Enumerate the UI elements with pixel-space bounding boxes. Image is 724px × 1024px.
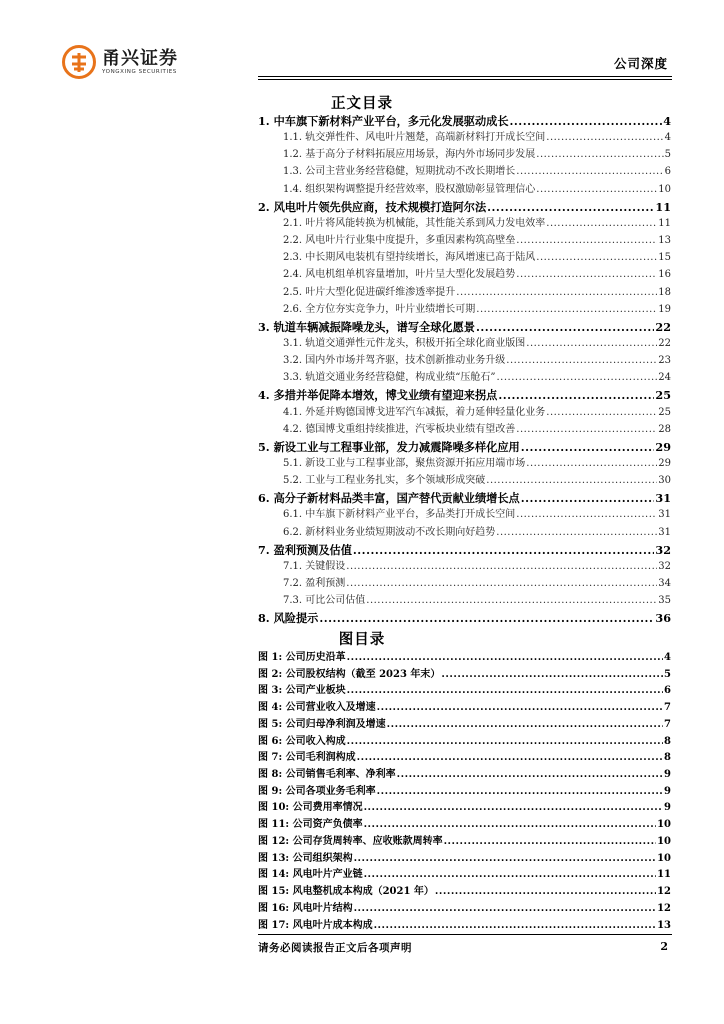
toc-leader-dots (510, 113, 663, 129)
figure-list-entry[interactable] (258, 767, 671, 783)
toc-entry-page: 29 (655, 439, 671, 454)
toc-entry-page: 16 (658, 269, 671, 281)
figure-entry-page: 10 (657, 852, 671, 864)
toc-leader-dots (516, 422, 657, 438)
toc-section-entry[interactable] (258, 610, 671, 626)
toc-entry-label: 2.2. 风电叶片行业集中度提升，多重因素构筑高壁垒 (283, 235, 516, 247)
toc-entry-page: 35 (658, 595, 671, 607)
toc-entry-page: 24 (658, 372, 671, 384)
toc-subsection-entry[interactable] (283, 267, 671, 283)
toc-entry-label: 5.1. 新设工业与工程事业部，聚焦资源开拓应用端市场 (283, 458, 526, 469)
toc-subsection-entry[interactable] (283, 405, 671, 421)
figure-entry-page: 10 (657, 835, 671, 847)
toc-entry-page: 22 (658, 337, 671, 349)
toc-entry-page: 28 (658, 423, 671, 435)
toc-entry-page: 5 (664, 149, 671, 161)
toc-entry-label: 2.4. 风电机组单机容量增加，叶片呈大型化发展趋势 (283, 269, 516, 281)
figure-entry-label: 图 17: 风电叶片成本构成 (258, 919, 373, 931)
toc-leader-dots (526, 456, 657, 472)
toc-leader-dots (516, 164, 663, 180)
toc-entry-page: 11 (658, 217, 671, 229)
toc-entry-page: 31 (658, 526, 671, 538)
toc-leader-dots (346, 559, 657, 575)
toc-section-entry[interactable] (258, 439, 671, 455)
figure-list-entry[interactable] (258, 700, 671, 716)
toc-subsection-entry[interactable] (283, 353, 671, 369)
brand-logo (62, 45, 178, 79)
figure-entry-label: 图 6: 公司收入构成 (258, 735, 346, 747)
toc-leader-dots (487, 199, 654, 215)
toc-section-entry[interactable] (258, 113, 671, 129)
toc-subsection-entry[interactable] (283, 336, 671, 352)
toc-leader-dots (366, 593, 657, 609)
toc-entry-label: 2.6. 全方位夯实竞争力，叶片业绩增长可期 (283, 303, 476, 315)
toc-leader-dots (476, 302, 657, 318)
toc-entry-label: 7. 盈利预测及估值 (258, 542, 352, 557)
figure-leader-dots (444, 834, 657, 850)
toc-entry-label: 1. 中车旗下新材料产业平台，多元化发展驱动成长 (258, 114, 509, 128)
toc-section-entry[interactable] (258, 319, 671, 335)
toc-entry-page: 19 (658, 303, 671, 315)
toc-entry-page: 30 (658, 475, 671, 487)
toc-leader-dots (521, 439, 655, 455)
toc-leader-dots (516, 233, 657, 249)
toc-section-entry[interactable] (258, 199, 671, 215)
figure-leader-dots (347, 734, 663, 750)
figure-entry-label: 图 10: 公司费用率情况 (258, 802, 363, 814)
figure-entry-page: 9 (664, 802, 671, 814)
figure-list-entry[interactable] (258, 901, 671, 917)
figure-entry-page: 9 (664, 769, 671, 781)
toc-entry-label: 4.1. 外延并购德国博戈进军汽车减振，着力延伸轻量化业务 (283, 406, 546, 418)
report-type: 公司深度 (613, 56, 668, 71)
toc-entry-page: 15 (658, 252, 671, 264)
figure-leader-dots (357, 750, 663, 766)
footer-divider (258, 934, 672, 935)
toc-leader-dots (536, 147, 663, 163)
brand-logo-icon (62, 45, 96, 79)
toc-entry-page: 36 (655, 611, 671, 626)
figure-entry-label: 图 12: 公司存货周转率、应收账款周转率 (258, 835, 443, 847)
toc-entry-label: 5. 新设工业与工程事业部，发力减震降噪多样化应用 (258, 439, 520, 454)
toc-entry-page: 34 (658, 578, 671, 590)
figure-entry-label: 图 13: 公司组织架构 (258, 852, 353, 864)
figure-leader-dots (387, 717, 663, 733)
toc-subsection-entry[interactable] (283, 216, 671, 232)
figure-entry-page: 12 (657, 902, 671, 914)
figure-leader-dots (377, 700, 663, 716)
figure-entry-page: 12 (657, 886, 671, 898)
toc-subsection-entry[interactable] (283, 456, 671, 472)
toc-entry-label: 6.1. 中车旗下新材料产业平台，多品类打开成长空间 (283, 509, 516, 521)
toc-entry-label: 3.3. 轨道交通业务经营稳健，构成业绩“压舱石” (283, 372, 496, 384)
toc-entry-label: 7.3. 可比公司估值 (283, 595, 366, 607)
figure-list-entry[interactable] (258, 717, 671, 733)
toc-leader-dots (506, 353, 657, 369)
figure-leader-dots (397, 767, 663, 783)
figure-leader-dots (347, 683, 663, 699)
toc-leader-dots (486, 473, 657, 489)
figure-list-entry[interactable] (258, 667, 671, 683)
toc-entry-label: 6. 高分子新材料品类丰富，国产替代贡献业绩增长点 (258, 491, 520, 506)
toc-entry-page: 10 (658, 183, 671, 195)
figure-entry-label: 图 16: 风电叶片结构 (258, 902, 353, 914)
toc-subsection-entry[interactable] (283, 559, 671, 575)
figure-list-entry[interactable] (258, 817, 671, 833)
toc-subsection-entry[interactable] (283, 182, 671, 198)
figure-entry-label: 图 3: 公司产业板块 (258, 685, 346, 697)
figure-leader-dots (441, 667, 663, 683)
header-divider-thin (258, 79, 672, 80)
toc-leader-dots (546, 405, 657, 421)
toc-leader-dots (536, 182, 657, 198)
toc-entry-label: 4. 多措并举促降本增效，博戈业绩有望迎来拐点 (258, 388, 498, 403)
figure-entry-label: 图 8: 公司销售毛利率、净利率 (258, 769, 396, 781)
toc-entry-label: 2.5. 叶片大型化促进碳纤维渗透率提升 (283, 286, 456, 298)
toc-entry-page: 31 (658, 509, 671, 521)
toc-subsection-entry[interactable] (283, 507, 671, 523)
figure-list-entry[interactable] (258, 650, 671, 666)
toc-entry-page: 25 (658, 406, 671, 418)
figure-list-entry[interactable] (258, 683, 671, 699)
brand-name-cn: 甬兴证券 (102, 47, 178, 69)
toc-subsection-entry[interactable] (283, 130, 671, 146)
figure-entry-label: 图 4: 公司营业收入及增速 (258, 702, 376, 714)
toc-section-entry[interactable] (258, 387, 671, 403)
footer-disclaimer: 请务必阅读报告正文后各项声明 (258, 942, 412, 954)
toc-entry-page: 4 (663, 114, 671, 128)
toc-entry-label: 7.2. 盈利预测 (283, 578, 346, 590)
toc-entry-label: 2. 风电叶片领先供应商，技术规模打造阿尔法 (258, 199, 487, 214)
toc-entry-label: 2.1. 叶片将风能转换为机械能，其性能关系到风力发电效率 (283, 217, 546, 229)
toc-leader-dots (497, 370, 658, 386)
toc-entry-page: 4 (664, 132, 671, 144)
toc-entry-page: 32 (655, 542, 671, 557)
toc-leader-dots (516, 507, 657, 523)
toc-subsection-entry[interactable] (283, 473, 671, 489)
figure-list-entry[interactable] (258, 851, 671, 867)
figure-entry-page: 9 (664, 785, 671, 797)
toc-entry-label: 4.2. 德国博戈重组持续推进，汽零板块业绩有望改善 (283, 423, 516, 435)
toc-entry-label: 8. 风险提示 (258, 611, 319, 626)
toc-leader-dots (516, 267, 657, 283)
figure-entry-page: 11 (657, 869, 671, 881)
toc-entry-page: 29 (658, 458, 671, 469)
toc-subsection-entry[interactable] (283, 164, 671, 180)
toc-section-entry[interactable] (258, 490, 671, 506)
figure-leader-dots (354, 901, 657, 917)
toc-subsection-entry[interactable] (283, 576, 671, 592)
figure-entry-label: 图 5: 公司归母净利润及增速 (258, 718, 386, 730)
toc-entry-page: 23 (658, 355, 671, 367)
figure-entry-label: 图 14: 风电叶片产业链 (258, 869, 363, 881)
figure-leader-dots (354, 851, 657, 867)
figure-list-entry[interactable] (258, 867, 671, 883)
toc-entry-label: 7.1. 关键假设 (283, 560, 346, 572)
toc-entry-page: 25 (655, 388, 671, 403)
figure-entry-page: 13 (657, 919, 671, 931)
toc-entry-label: 1.4. 组织架构调整提升经营效率，股权激励彰显管理信心 (283, 183, 536, 195)
figure-list-title: 图目录 (338, 631, 386, 648)
figure-leader-dots (364, 817, 657, 833)
page-number: 2 (660, 940, 668, 953)
figure-entry-page: 8 (664, 735, 671, 747)
brand-name-en: YONGXING SECURITIES (102, 68, 177, 75)
figure-leader-dots (364, 867, 657, 883)
header-divider (258, 76, 672, 77)
toc-subsection-entry[interactable] (283, 250, 671, 266)
figure-entry-page: 10 (657, 819, 671, 831)
toc-entry-page: 11 (655, 199, 671, 214)
toc-subsection-entry[interactable] (283, 147, 671, 163)
toc-entry-page: 6 (664, 166, 671, 178)
figure-entry-page: 8 (664, 752, 671, 764)
figure-list-entry[interactable] (258, 734, 671, 750)
figure-leader-dots (377, 784, 663, 800)
figure-entry-page: 7 (664, 718, 671, 730)
figure-leader-dots (347, 650, 663, 666)
toc-entry-page: 32 (658, 560, 671, 572)
toc-entry-label: 1.1. 轨交弹性件、风电叶片翘楚，高端新材料打开成长空间 (283, 132, 546, 144)
toc-entry-label: 3.1. 轨道交通弹性元件龙头，积极开拓全球化商业版图 (283, 337, 526, 349)
toc-subsection-entry[interactable] (283, 525, 671, 541)
toc-subsection-entry[interactable] (283, 285, 671, 301)
figure-leader-dots (435, 884, 656, 900)
toc-entry-label: 1.2. 基于高分子材料拓展应用场景，海内外市场同步发展 (283, 149, 536, 161)
toc-leader-dots (353, 542, 655, 558)
figure-entry-label: 图 15: 风电整机成本构成（2021 年） (258, 886, 434, 898)
figure-entry-page: 5 (664, 668, 671, 680)
figure-list-entry[interactable] (258, 750, 671, 766)
toc-leader-dots (526, 336, 657, 352)
toc-entry-label: 3.2. 国内外市场并驾齐驱，技术创新推动业务升级 (283, 355, 506, 367)
figure-entry-label: 图 1: 公司历史沿革 (258, 652, 346, 663)
toc-leader-dots (456, 285, 657, 301)
figure-entry-label: 图 11: 公司资产负债率 (258, 819, 363, 831)
toc-leader-dots (496, 525, 657, 541)
figure-entry-page: 6 (664, 685, 671, 697)
toc-entry-page: 22 (655, 319, 671, 334)
toc-subsection-entry[interactable] (283, 233, 671, 249)
figure-list-entry[interactable] (258, 784, 671, 800)
toc-subsection-entry[interactable] (283, 302, 671, 318)
toc-entry-label: 1.3. 公司主营业务经营稳健，短期扰动不改长期增长 (283, 166, 516, 178)
figure-list-entry[interactable] (258, 800, 671, 816)
figure-leader-dots (364, 800, 663, 816)
toc-leader-dots (521, 490, 655, 506)
toc-leader-dots (546, 216, 657, 232)
figure-entry-label: 图 7: 公司毛利润构成 (258, 752, 356, 764)
figure-entry-label: 图 2: 公司股权结构（截至 2023 年末） (258, 668, 441, 680)
toc-leader-dots (546, 130, 663, 146)
toc-entry-page: 13 (658, 235, 671, 247)
toc-entry-page: 18 (658, 286, 671, 298)
figure-list-entry[interactable] (258, 884, 671, 900)
toc-subsection-entry[interactable] (283, 593, 671, 609)
toc-entry-page: 31 (655, 491, 671, 506)
figure-leader-dots (374, 918, 657, 934)
figure-list-entry[interactable] (258, 834, 671, 850)
toc-leader-dots (476, 319, 654, 335)
toc-subsection-entry[interactable] (283, 422, 671, 438)
figure-list-entry[interactable] (258, 918, 671, 934)
toc-entry-label: 6.2. 新材料业务业绩短期波动不改长期向好趋势 (283, 526, 496, 538)
toc-entry-label: 3. 轨道车辆减振降噪龙头，谱写全球化愿景 (258, 319, 475, 334)
figure-entry-page: 4 (664, 652, 671, 663)
toc-entry-label: 5.2. 工业与工程业务扎实，多个领域形成突破 (283, 475, 486, 487)
figure-entry-label: 图 9: 公司各项业务毛利率 (258, 785, 376, 797)
toc-title: 正文目录 (331, 95, 393, 112)
toc-leader-dots (536, 250, 657, 266)
toc-leader-dots (346, 576, 657, 592)
figure-entry-page: 7 (664, 702, 671, 714)
toc-leader-dots (319, 610, 654, 626)
toc-entry-label: 2.3. 中长期风电装机有望持续增长，海风增速已高于陆风 (283, 252, 536, 264)
toc-subsection-entry[interactable] (283, 370, 671, 386)
toc-leader-dots (498, 387, 654, 403)
toc-section-entry[interactable] (258, 542, 671, 558)
